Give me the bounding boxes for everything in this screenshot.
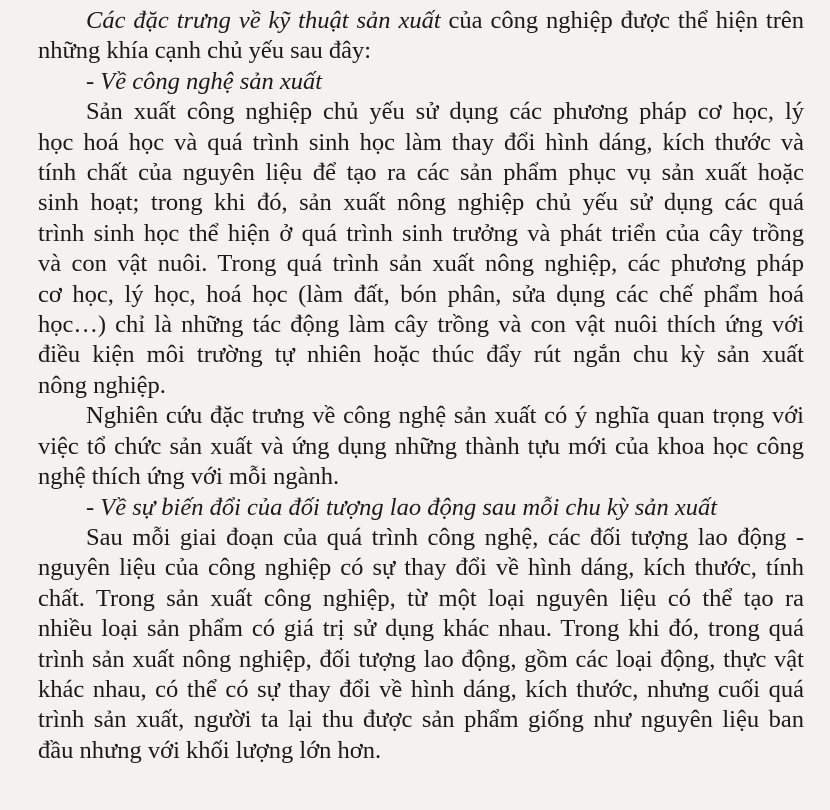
paragraph-line: Sau mỗi giai đoạn của quá trình công nghệ, các đối tượng lao động -	[86, 523, 804, 551]
paragraph-line: và con vật nuôi. Trong quá trình sản xuất nông nghiệp, các phương pháp	[38, 250, 804, 278]
paragraph-line: sinh hoạt; trong khi đó, sản xuất nông nghiệp chủ yếu sử dụng các quá	[38, 189, 804, 217]
paragraph-line: đầu nhưng với khối lượng lớn hơn.	[38, 736, 382, 764]
intro-line-1-rest: của công nghiệp được thể hiện trên	[440, 7, 804, 34]
paragraph-line: tính chất của nguyên liệu để tạo ra các sản phẩm phục vụ sản xuất hoặc	[38, 159, 804, 187]
paragraph-line: chất. Trong sản xuất công nghiệp, từ một loại nguyên liệu có thể tạo ra	[38, 584, 804, 612]
paragraph-technology	[38, 97, 804, 401]
intro-italic-lead: Các đặc trưng về kỹ thuật sản xuất	[86, 7, 441, 34]
paragraph-line: việc tổ chức sản xuất và ứng dụng những thành tựu mới của khoa học công	[38, 432, 804, 460]
section-heading-transformation: - Về sự biến đổi của đối tượng lao động sau mỗi chu kỳ sản xuất	[86, 493, 718, 521]
intro-line-2: những khía cạnh chủ yếu sau đây:	[38, 37, 372, 65]
paragraph-line: trình sản xuất nông nghiệp, đối tượng lao động, gồm các loại động, thực vật	[38, 645, 804, 673]
paragraph-research	[38, 401, 804, 492]
paragraph-line: học…) chỉ là những tác động làm cây trồng và con vật nuôi thích ứng với	[38, 311, 804, 339]
paragraph-line: nghệ thích ứng với mỗi ngành.	[38, 463, 340, 491]
paragraph-line: học hoá học và quá trình sinh học làm thay đổi hình dáng, kích thước và	[38, 128, 804, 156]
paragraph-line: khác nhau, có thể có sự thay đổi về hình dáng, kích thước, nhưng cuối quá	[38, 675, 804, 703]
intro-line-1	[38, 6, 804, 36]
paragraph-line: Sản xuất công nghiệp chủ yếu sử dụng các phương pháp cơ học, lý	[86, 98, 804, 126]
paragraph-line: nguyên liệu của công nghiệp có sự thay đổi về hình dáng, kích thước, tính	[38, 554, 804, 582]
paragraph-line: nhiều loại sản phẩm có giá trị sử dụng khác nhau. Trong khi đó, trong quá	[38, 615, 804, 643]
paragraph-line: trình sinh học thể hiện ở quá trình sinh trưởng và phát triển của cây trồng	[38, 219, 804, 247]
section-heading-technology: - Về công nghệ sản xuất	[86, 67, 323, 95]
intro-paragraph	[38, 6, 804, 67]
paragraph-line: trình sản xuất, người ta lại thu được sản phẩm giống như nguyên liệu ban	[38, 706, 804, 734]
paragraph-line: nông nghiệp.	[38, 371, 166, 399]
paragraph-transformation	[38, 523, 804, 766]
paragraph-line: Nghiên cứu đặc trưng về công nghệ sản xuất có ý nghĩa quan trọng với	[86, 402, 804, 430]
paragraph-line: cơ học, lý học, hoá học (làm đất, bón phân, sửa dụng các chế phẩm hoá	[38, 280, 804, 308]
paragraph-line: điều kiện môi trường tự nhiên hoặc thúc đẩy rút ngắn chu kỳ sản xuất	[38, 341, 804, 369]
